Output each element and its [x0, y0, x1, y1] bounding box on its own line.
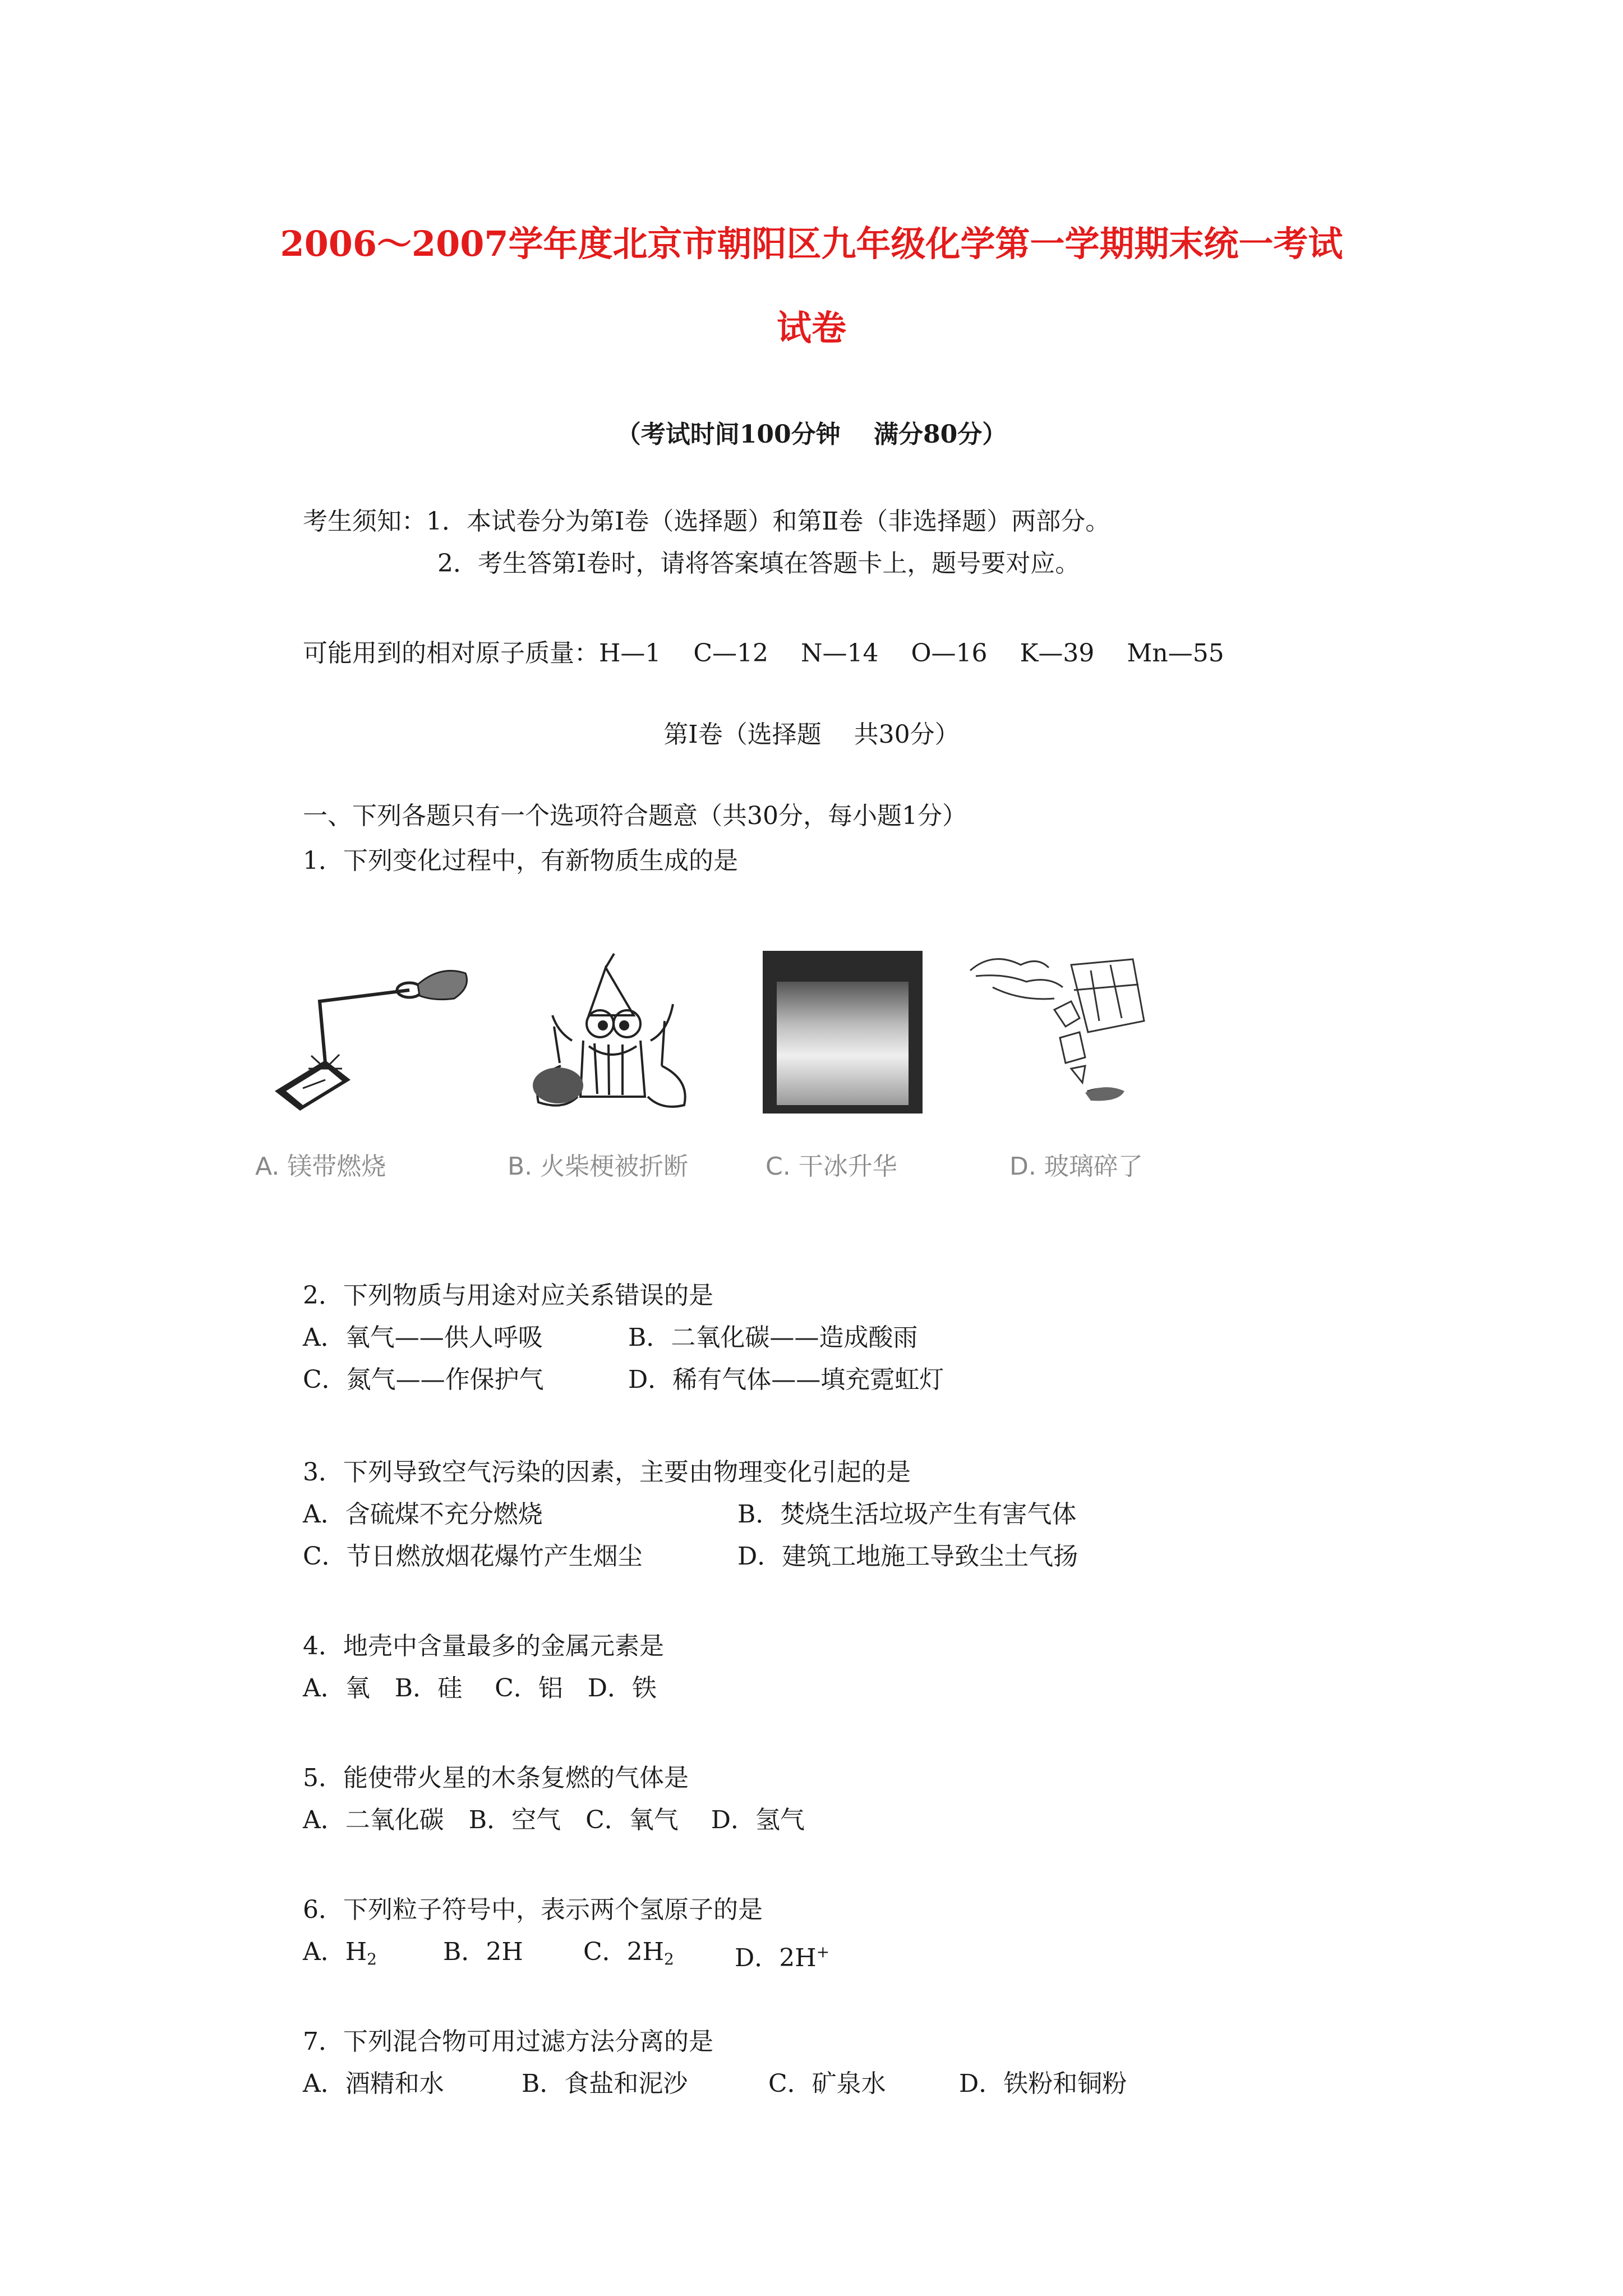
question-2-option-a: A．氧气——供人呼吸 [303, 1323, 543, 1352]
section-instruction: 一、下列各题只有一个选项符合题意（共30分，每小题1分） [303, 802, 967, 830]
q6-a-text: A．H [303, 1938, 367, 1966]
question-6-option-b: B．2H [443, 1938, 523, 1966]
question-2-option-d: D．稀有气体——填充霓虹灯 [628, 1365, 944, 1394]
figure-broken-glass [959, 948, 1195, 1116]
figure-dry-ice [757, 948, 993, 1116]
q6-c-subscript: 2 [664, 1950, 674, 1968]
section-heading [0, 718, 1623, 752]
question-4-stem: 4．地壳中含量最多的金属元素是 [303, 1632, 664, 1660]
q1-caption-d: D. 玻璃碎了 [1009, 1152, 1143, 1181]
notice-line-1: 考生须知：1．本试卷分为第Ⅰ卷（选择题）和第Ⅱ卷（非选择题）两部分。 [303, 507, 1110, 536]
question-2-option-c: C．氮气——作保护气 [303, 1365, 544, 1394]
q6-c-text: C．2H [583, 1938, 665, 1966]
question-6-stem: 6．下列粒子符号中，表示两个氢原子的是 [303, 1895, 763, 1924]
question-5-options: A．二氧化碳 B．空气 C．氧气 D．氢气 [303, 1806, 805, 1834]
question-2-option-b: B．二氧化碳——造成酸雨 [628, 1323, 918, 1352]
question-2-stem: 2．下列物质与用途对应关系错误的是 [303, 1281, 713, 1310]
q6-d-text: D．2H [735, 1944, 817, 1972]
question-6-option-c [583, 1935, 674, 1976]
question-7-option-b: B．食盐和泥沙 [522, 2069, 688, 2098]
question-4-options: A．氧 B．硅 C．铝 D．铁 [303, 1674, 657, 1703]
question-6-option-a [303, 1935, 377, 1976]
question-7-option-d: D．铁粉和铜粉 [959, 2069, 1127, 2098]
section-heading-text: 第Ⅰ卷（选择题 共30分） [663, 720, 960, 749]
figure-magnesium-burning [241, 948, 477, 1116]
q6-d-superscript: + [816, 1943, 830, 1961]
figure-match-cartoon [494, 948, 729, 1116]
question-7-option-c: C．矿泉水 [768, 2069, 886, 2098]
question-6-option-d [735, 1935, 829, 1975]
question-1-stem: 1．下列变化过程中，有新物质生成的是 [303, 846, 738, 875]
q6-a-subscript: 2 [367, 1950, 377, 1968]
question-7-option-a: A．酒精和水 [303, 2069, 444, 2098]
q1-caption-a: A. 镁带燃烧 [255, 1152, 386, 1181]
exam-title-line2: 试卷 [776, 307, 846, 348]
question-5-stem: 5．能使带火星的木条复燃的气体是 [303, 1764, 689, 1792]
question-3-option-a: A．含硫煤不充分燃烧 [303, 1500, 543, 1529]
q1-caption-b: B. 火柴梗被折断 [508, 1152, 689, 1181]
question-3-option-b: B．焚烧生活垃圾产生有害气体 [737, 1500, 1077, 1529]
notice-line-2: 2．考生答第Ⅰ卷时，请将答案填在答题卡上，题号要对应。 [437, 549, 1080, 578]
q1-caption-c: C. 干冰升华 [766, 1152, 897, 1181]
exam-title-line1: 2006～2007学年度北京市朝阳区九年级化学第一学期期末统一考试 [280, 223, 1343, 264]
atomic-masses: 可能用到的相对原子质量：H—1 C—12 N—14 O—16 K—39 Mn—55 [303, 639, 1224, 668]
question-3-stem: 3．下列导致空气污染的因素，主要由物理变化引起的是 [303, 1458, 911, 1487]
question-3-option-d: D．建筑工地施工导致尘土气扬 [737, 1542, 1078, 1571]
exam-info: （考试时间100分钟 满分80分） [616, 420, 1007, 449]
question-3-option-c: C．节日燃放烟花爆竹产生烟尘 [303, 1542, 643, 1571]
question-7-stem: 7．下列混合物可用过滤方法分离的是 [303, 2027, 713, 2056]
